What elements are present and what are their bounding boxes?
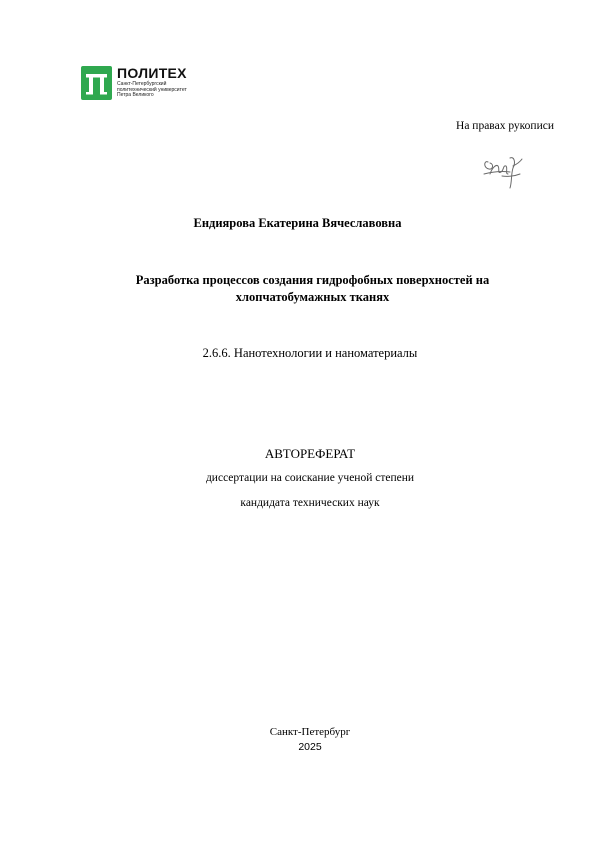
city: Санкт-Петербург bbox=[269, 726, 351, 738]
year: 2025 bbox=[298, 741, 322, 753]
university-logo bbox=[81, 66, 211, 102]
logo-subtitle-line: Санкт-Петербургский bbox=[117, 81, 167, 87]
title-line: хлопчатобумажных тканях bbox=[235, 290, 390, 304]
politech-logo-icon bbox=[81, 66, 112, 100]
rights-note: На правах рукописи bbox=[456, 120, 554, 132]
dissertation-title bbox=[90, 272, 535, 306]
author-name: Ендиярова Екатерина Вячеславовна bbox=[193, 216, 402, 230]
handwritten-signature bbox=[480, 150, 526, 194]
document-type: АВТОРЕФЕРАТ bbox=[264, 446, 356, 461]
specialty-code: 2.6.6. Нанотехнологии и наноматериалы bbox=[202, 346, 418, 360]
logo-subtitle bbox=[117, 82, 227, 99]
logo-subtitle-line: Петра Великого bbox=[117, 92, 154, 99]
degree-name: кандидата технических наук bbox=[240, 497, 380, 509]
logo-subtitle-line: политехнический университет bbox=[117, 86, 187, 93]
title-line: Разработка процессов создания гидрофобных поверхностей на bbox=[135, 273, 490, 287]
logo-name: ПОЛИТЕХ bbox=[117, 65, 187, 81]
document-purpose: диссертации на соискание ученой степени bbox=[205, 472, 415, 484]
